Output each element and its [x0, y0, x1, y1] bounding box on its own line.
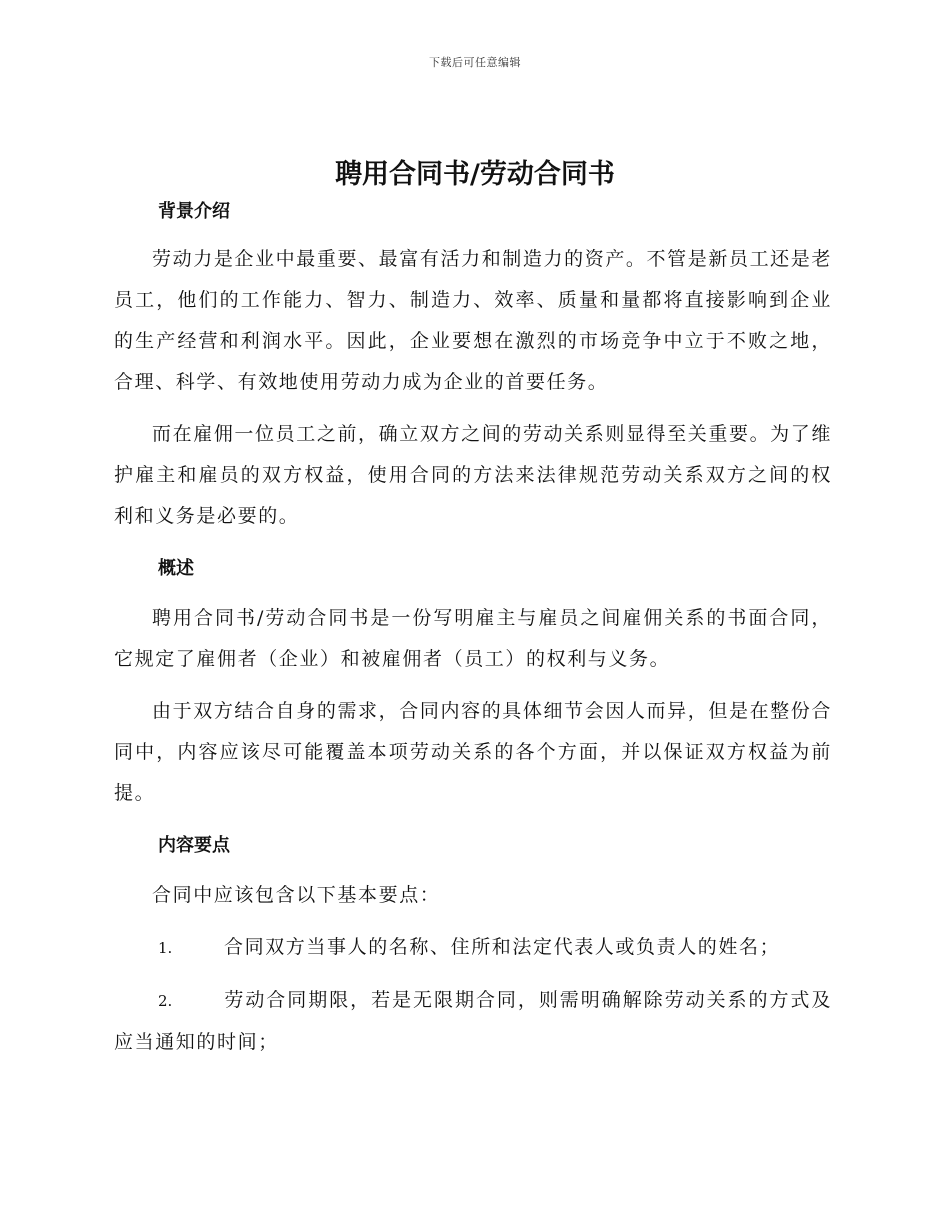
document-title: 聘用合同书/劳动合同书 [335, 159, 615, 190]
overview-paragraph-2: 由于双方结合自身的需求，合同内容的具体细节会因人而异，但是在整份合同中，内容应该尽可能覆盖本项劳动关系的各个方面，并以保证双方权益为前提。 [114, 700, 832, 804]
background-paragraph-1: 劳动力是企业中最重要、最富有活力和制造力的资产。不管是新员工还是老员工，他们的工作能力、智力、制造力、效率、质量和量都将直接影响到企业的生产经营和利润水平。因此，企业要想在激烈的市场竞争中立于不败之地，合理、科学、有效地使用劳动力成为企业的首要任务。 [114, 248, 832, 393]
header-note: 下载后可任意编辑 [429, 56, 521, 69]
list-item [114, 980, 832, 1063]
overview-paragraph-1: 聘用合同书/劳动合同书是一份写明雇主与雇员之间雇佣关系的书面合同，它规定了雇佣者（企业）和被雇佣者（员工）的权利与义务。 [114, 607, 832, 670]
section-heading-overview: 概述 [158, 558, 194, 579]
key-points-intro: 合同中应该包含以下基本要点： [152, 884, 441, 906]
background-paragraph-2: 而在雇佣一位员工之前，确立双方之间的劳动关系则显得至关重要。为了维护雇主和雇员的双方权益，使用合同的方法来法律规范劳动关系双方之间的权利和义务是必要的。 [114, 423, 832, 527]
list-item-text: 劳动合同期限，若是无限期合同，则需明确解除劳动关系的方式及应当通知的时间； [114, 989, 832, 1053]
list-item-number: 1. [158, 939, 173, 957]
section-heading-background: 背景介绍 [158, 201, 230, 222]
list-item [114, 927, 832, 969]
document-body [114, 198, 832, 1063]
list-item-number: 2. [158, 992, 173, 1010]
section-heading-key-points: 内容要点 [158, 835, 230, 856]
list-item-text: 合同双方当事人的名称、住所和法定代表人或负责人的姓名； [224, 936, 781, 958]
